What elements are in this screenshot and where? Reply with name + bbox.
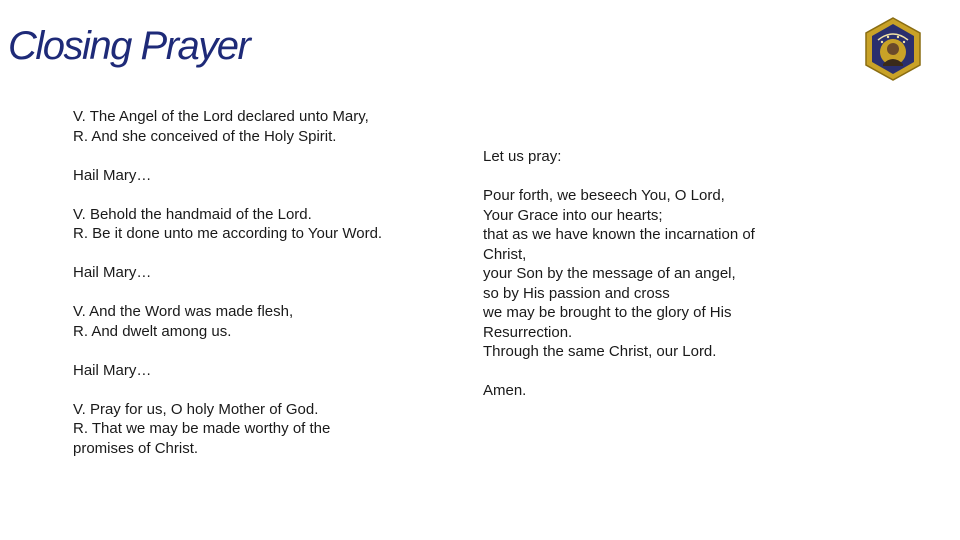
- prayer-line: that as we have known the incarnation of: [483, 226, 755, 243]
- prayer-line: Hail Mary…: [73, 264, 152, 281]
- left-paragraph: [73, 400, 453, 459]
- prayer-line: your Son by the message of an angel,: [483, 265, 736, 282]
- emblem-icon: [862, 16, 924, 82]
- right-paragraph: [483, 186, 803, 362]
- prayer-line: V. Pray for us, O holy Mother of God.: [73, 400, 319, 418]
- slide-title: Closing Prayer: [8, 24, 250, 68]
- prayer-line: R. And she conceived of the Holy Spirit.: [73, 127, 337, 145]
- prayer-line: we may be brought to the glory of His: [483, 304, 732, 321]
- prayer-line: promises of Christ.: [73, 439, 199, 457]
- left-paragraph: [73, 302, 453, 341]
- prayer-line: Resurrection.: [483, 323, 573, 341]
- left-paragraph: [73, 166, 453, 186]
- prayer-line: Pour forth, we beseech You, O Lord,: [483, 187, 725, 204]
- left-paragraph: [73, 107, 453, 146]
- left-paragraph: [73, 263, 453, 283]
- prayer-line: V. The Angel of the Lord declared unto Mary,: [73, 108, 369, 125]
- prayer-line: Through the same Christ, our Lord.: [483, 343, 717, 360]
- prayer-line: R. Be it done unto me according to Your Word.: [73, 225, 383, 242]
- prayer-line: Hail Mary…: [73, 166, 152, 184]
- right-column-prayer: [483, 147, 803, 420]
- prayer-line: R. That we may be made worthy of the: [73, 420, 331, 437]
- right-paragraph: [483, 147, 803, 167]
- left-column-prayer: [73, 107, 453, 478]
- prayer-line: Your Grace into our hearts;: [483, 206, 663, 224]
- left-paragraph: [73, 205, 453, 244]
- prayer-line: R. And dwelt among us.: [73, 322, 232, 340]
- prayer-line: V. And the Word was made flesh,: [73, 303, 294, 320]
- prayer-line: so by His passion and cross: [483, 284, 670, 302]
- right-paragraph: [483, 381, 803, 401]
- prayer-line: V. Behold the handmaid of the Lord.: [73, 205, 312, 223]
- prayer-line: Christ,: [483, 245, 527, 263]
- prayer-line: Let us pray:: [483, 148, 562, 165]
- prayer-line: Amen.: [483, 382, 527, 399]
- left-paragraph: [73, 361, 453, 381]
- prayer-line: Hail Mary…: [73, 361, 152, 379]
